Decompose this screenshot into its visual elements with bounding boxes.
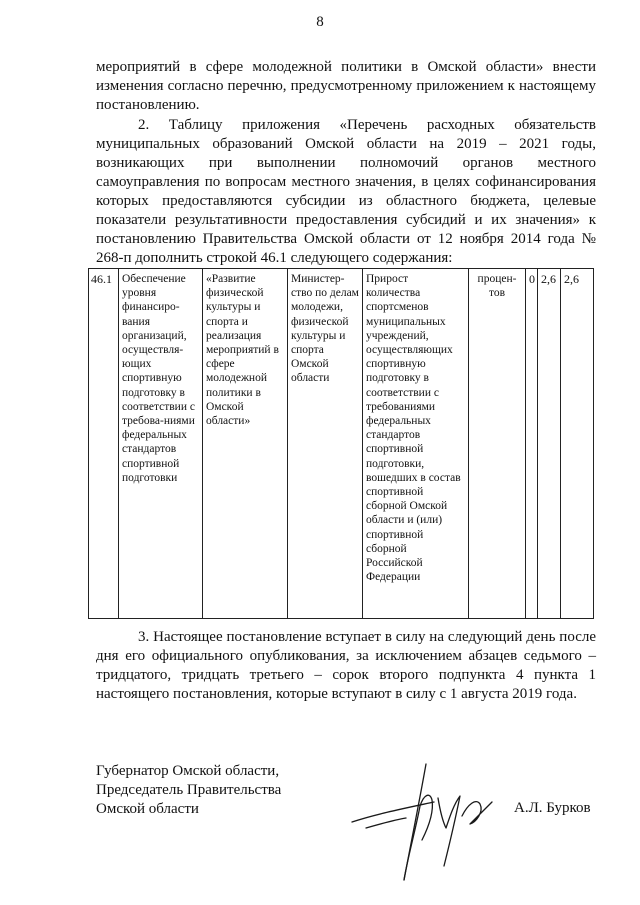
unit-cell: процен-тов xyxy=(469,269,526,619)
signatory-title-line-3: Омской области xyxy=(96,801,199,817)
obligation-cell: Обеспечение уровня финансиро-вания организаций, осуществля-ющих спортивную подготовку в соответствии с требова-ниями федеральных стандартов спортивной подготовки xyxy=(119,269,203,619)
row-number-cell: 46.1 xyxy=(89,269,119,619)
signatory-title-line-2: Председатель Правительства xyxy=(96,782,282,798)
paragraph-2: 2. Таблицу приложения «Перечень расходных обязательств муниципальных образований Омской области на 2019 – 2021 годы, возникающих при выполнении полномочий органов местного самоуправления по вопросам местного значения, в целях софинансирования которых предоставляются субсидии из областного бюджета, целевые показатели результативности предоставления субсидий и их значения» к постановлению Правительства Омской области от 12 ноября 2014 года № 268-п дополнить строкой 46.1 следующего содержания: xyxy=(96,117,596,266)
signatory-name: А.Л. Бурков xyxy=(514,800,591,816)
value-2021-cell: 2,6 xyxy=(561,269,594,619)
value-2020-cell: 2,6 xyxy=(538,269,561,619)
table-row xyxy=(89,269,594,619)
handwritten-signature xyxy=(346,758,506,893)
signatory-title xyxy=(96,762,281,819)
signatory-title-line-1: Губернатор Омской области, xyxy=(96,763,280,779)
value-2019-cell: 0 xyxy=(526,269,538,619)
program-cell: «Развитие физической культуры и спорта и реализация мероприятий в сфере молодежной политики в Омской области» xyxy=(203,269,288,619)
agency-cell: Министер-ство по делам молодежи, физической культуры и спорта Омской области xyxy=(288,269,363,619)
page-number: 8 xyxy=(316,14,324,30)
indicator-cell: Прирост количества спортсменов муниципальных учреждений, осуществляющих спортивную подготовку в соответствии с требованиями федеральных стандартов спортивной подготовки, вошедших в состав спортивной сборной Омской области и (или) спортивной сборной Российской Федерации xyxy=(363,269,469,619)
paragraph-1: мероприятий в сфере молодежной политики в Омской области» внести изменения согласно перечню, предусмотренному приложением к настоящему постановлению. xyxy=(96,59,596,113)
paragraph-3: 3. Настоящее постановление вступает в силу на следующий день после дня его официального опубликования, за исключением абзацев седьмого – тридцатого, тридцать третьего – сорок второго подпункта 4 пункта 1 настоящего постановления, которые вступают в силу с 1 августа 2019 года. xyxy=(96,629,596,702)
obligations-table xyxy=(88,268,594,619)
